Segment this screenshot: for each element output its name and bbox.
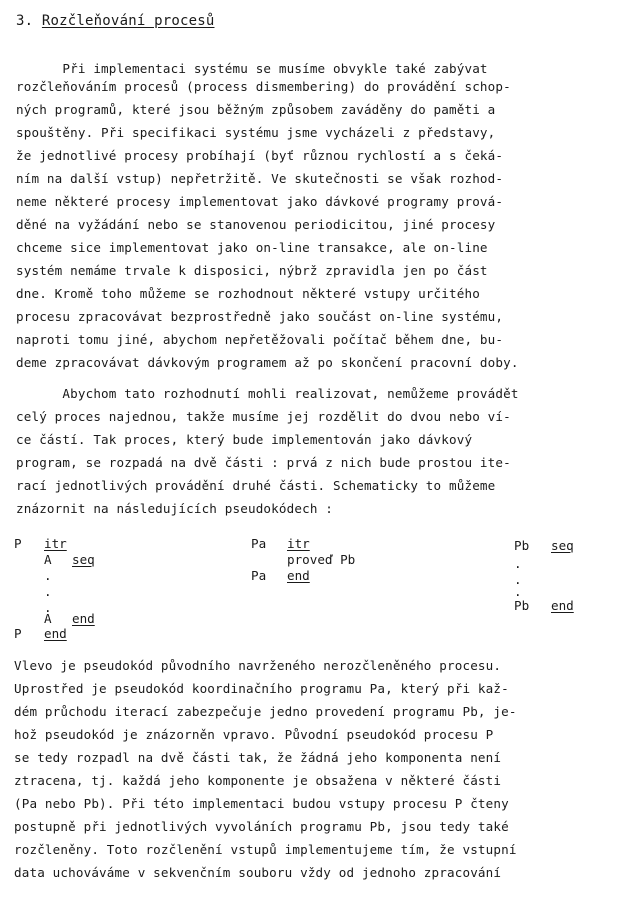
section-heading bbox=[16, 13, 214, 29]
paragraph3-line: rozčleněny. Toto rozčlenění vstupů implementujeme tím, že vstupní bbox=[14, 842, 517, 857]
paragraph2-line: ce částí. Tak proces, který bude implementován jako dávkový bbox=[16, 432, 473, 447]
paragraph1-line: děné na vyžádání nebo se stanovenou periodicitou, jiné procesy bbox=[16, 217, 496, 232]
pseudo-itr-keyword: itr bbox=[44, 536, 67, 551]
pseudo-itr-keyword: itr bbox=[287, 536, 310, 551]
paragraph3-line: hož pseudokód je znázorněn vpravo. Původní pseudokód procesu P bbox=[14, 727, 494, 742]
paragraph1-line: ním na další vstup) nepřetržitě. Ve skutečnosti se však rozhod- bbox=[16, 171, 504, 186]
paragraph3-line: data uchováváme v sekvenčním souboru vždy od jednoho zpracování bbox=[14, 865, 502, 880]
pseudo-dot: . bbox=[514, 572, 522, 587]
section-number: 3. bbox=[16, 13, 34, 29]
pseudo-pa-label: Pa bbox=[251, 568, 267, 583]
pseudo-a-label: A bbox=[44, 611, 52, 626]
pseudo-pb-label: Pb bbox=[514, 598, 530, 613]
pseudo-dot: . bbox=[514, 556, 522, 571]
pseudo-dot: . bbox=[514, 584, 522, 599]
pseudo-dot: . bbox=[44, 568, 52, 583]
pseudo-p-label: P bbox=[14, 626, 22, 641]
paragraph1-line: dne. Kromě toho můžeme se rozhodnout některé vstupy určitého bbox=[16, 286, 480, 301]
paragraph3-line: (Pa nebo Pb). Při této implementaci budou vstupy procesu P čteny bbox=[14, 796, 509, 811]
paragraph1-line: že jednotlivé procesy probíhají (byť různou rychlostí a s čeká- bbox=[16, 148, 504, 163]
pseudo-dot: . bbox=[44, 600, 52, 615]
paragraph2-line: Abychom tato rozhodnutí mohli realizovat, nemůžeme provádět bbox=[16, 386, 519, 401]
pseudo-end-keyword: end bbox=[551, 598, 574, 613]
paragraph2-line: rací jednotlivých provádění druhé části. Schematicky to můžeme bbox=[16, 478, 496, 493]
paragraph1-line: ných programů, které jsou běžným způsobem zaváděny do paměti a bbox=[16, 102, 496, 117]
pseudo-pa-label: Pa bbox=[251, 536, 267, 551]
pseudo-dot: . bbox=[44, 584, 52, 599]
paragraph1-line: spouštěny. Při specifikaci systému jsme vycházeli z představy, bbox=[16, 125, 496, 140]
pseudo-end-keyword: end bbox=[287, 568, 310, 583]
pseudo-end-keyword: end bbox=[72, 611, 95, 626]
pseudo-seq-keyword: seq bbox=[72, 552, 95, 567]
paragraph1-line: chceme sice implementovat jako on-line transakce, ale on-line bbox=[16, 240, 488, 255]
paragraph3-line: dém průchodu iterací zabezpečuje jedno provedení programu Pb, je- bbox=[14, 704, 517, 719]
pseudo-a-label: A bbox=[44, 552, 52, 567]
pseudo-p-label: P bbox=[14, 536, 22, 551]
pseudo-call-statement: proveď Pb bbox=[287, 552, 356, 567]
paragraph2-line: znázornit na následujících pseudokódech : bbox=[16, 501, 334, 516]
paragraph2-line: celý proces najednou, takže musíme jej rozdělit do dvou nebo ví- bbox=[16, 409, 511, 424]
pseudo-end-keyword: end bbox=[44, 626, 67, 641]
paragraph1-line: naproti tomu jiné, abychom nepřetěžovali počítač během dne, bu- bbox=[16, 332, 504, 347]
paragraph3-line: se tedy rozpadl na dvě části tak, že žádná jeho komponenta není bbox=[14, 750, 502, 765]
section-title: Rozčleňování procesů bbox=[41, 13, 215, 29]
paragraph1-line: systém nemáme trvale k disposici, nýbrž zpravidla jen po část bbox=[16, 263, 488, 278]
paragraph1-line: deme zpracovávat dávkovým programem až po skončení pracovní doby. bbox=[16, 355, 519, 370]
paragraph1-line: procesu zpracovávat bezprostředně jako součást on-line systému, bbox=[16, 309, 504, 324]
paragraph1-line: neme některé procesy implementovat jako dávkové programy prová- bbox=[16, 194, 504, 209]
paragraph3-line: Vlevo je pseudokód původního navrženého nerozčleněného procesu. bbox=[14, 658, 502, 673]
pseudo-seq-keyword: seq bbox=[551, 538, 574, 553]
paragraph2-line: program, se rozpadá na dvě části : prvá z nich bude prostou ite- bbox=[16, 455, 511, 470]
paragraph3-line: ztracena, tj. každá jeho komponente je obsažena v některé části bbox=[14, 773, 502, 788]
pseudo-pb-label: Pb bbox=[514, 538, 530, 553]
paragraph3-line: postupně při jednotlivých vyvoláních programu Pb, jsou tedy také bbox=[14, 819, 509, 834]
paragraph1-line: Při implementaci systému se musíme obvykle také zabývat bbox=[16, 61, 488, 76]
paragraph3-line: Uprostřed je pseudokód koordinačního programu Pa, který při kaž- bbox=[14, 681, 509, 696]
paragraph1-line: rozčleňováním procesů (process dismembering) do provádění schop- bbox=[16, 79, 511, 94]
